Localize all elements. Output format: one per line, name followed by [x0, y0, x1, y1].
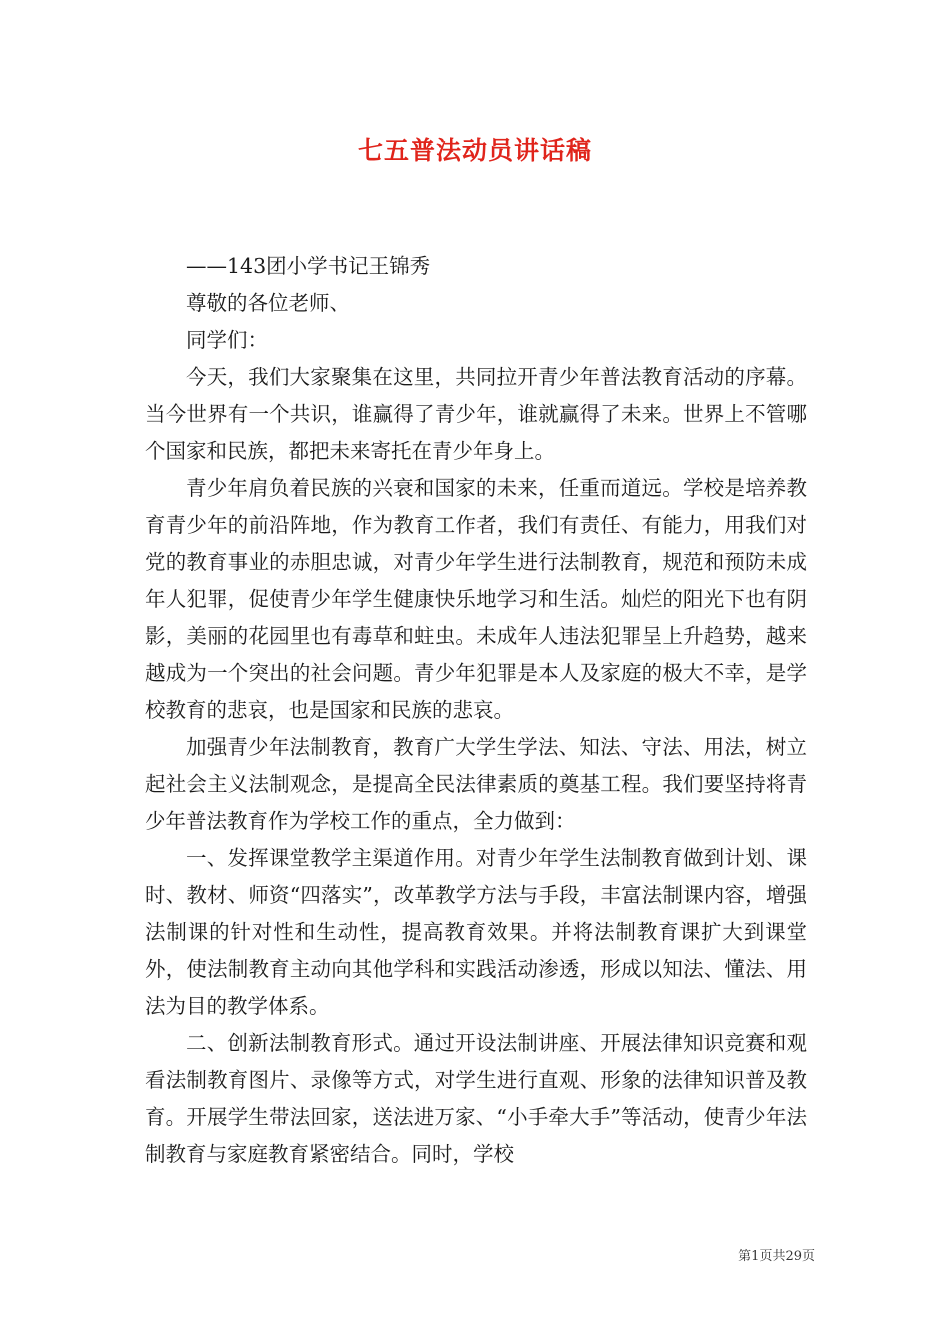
paragraph-legal-education: 加强青少年法制教育，教育广大学生学法、知法、守法、用法，树立起社会主义法制观念，是提高全民法律素质的奠基工程。我们要坚持将青少年普法教育作为学校工作的重点，全力做到： — [145, 735, 807, 833]
paragraph-point-two: 二、创新法制教育形式。通过开设法制讲座、开展法律知识竞赛和观看法制教育图片、录像等方式，对学生进行直观、形象的法律知识普及教育。开展学生带法回家，送法进万家、“小手牵大手”等活动，使青少年法制教育与家庭教育紧密结合。同时，学校 — [145, 1031, 807, 1166]
salutation-line-2: 同学们： — [186, 328, 268, 352]
document-title: 七五普法动员讲话稿 — [357, 136, 592, 165]
byline: ——143团小学书记王锦秀 — [186, 254, 431, 278]
document-body — [145, 248, 807, 1173]
page-number: 第1页共29页 — [738, 1249, 815, 1264]
paragraph-youth-responsibility: 青少年肩负着民族的兴衰和国家的未来，任重而道远。学校是培养教育青少年的前沿阵地，作为教育工作者，我们有责任、有能力，用我们对党的教育事业的赤胆忠诚，对青少年学生进行法制教育，规范和预防未成年人犯罪，促使青少年学生健康快乐地学习和生活。灿烂的阳光下也有阴影，美丽的花园里也有毒草和蛀虫。未成年人违法犯罪呈上升趋势，越来越成为一个突出的社会问题。青少年犯罪是本人及家庭的极大不幸，是学校教育的悲哀，也是国家和民族的悲哀。 — [145, 476, 807, 722]
paragraph-intro: 今天，我们大家聚集在这里，共同拉开青少年普法教育活动的序幕。当今世界有一个共识，谁赢得了青少年，谁就赢得了未来。世界上不管哪个国家和民族，都把未来寄托在青少年身上。 — [145, 365, 807, 463]
paragraph-point-one: 一、发挥课堂教学主渠道作用。对青少年学生法制教育做到计划、课时、教材、师资“四落实”，改革教学方法与手段，丰富法制课内容，增强法制课的针对性和生动性，提高教育效果。并将法制教育课扩大到课堂外，使法制教育主动向其他学科和实践活动渗透，形成以知法、懂法、用法为目的教学体系。 — [145, 846, 807, 1018]
salutation-line-1: 尊敬的各位老师、 — [186, 291, 350, 315]
